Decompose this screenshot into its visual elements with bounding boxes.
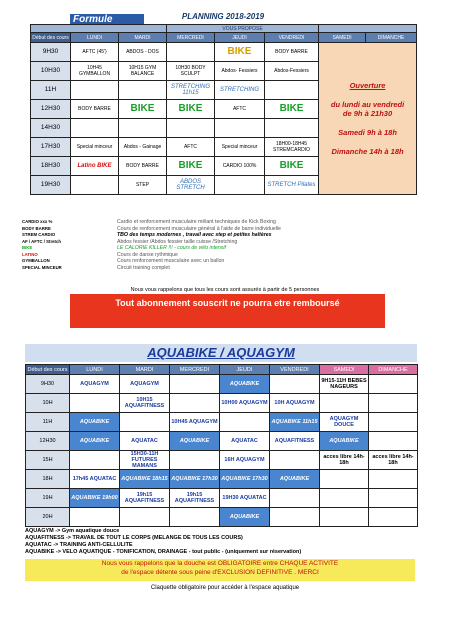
aqua-list-item: AQUAGYM -> Gym aquatique douce [25, 528, 120, 534]
aqua-course-cell: AQUAFITNESS [270, 432, 320, 451]
course-cell: BODY BARRE [71, 100, 119, 119]
course-cell [71, 119, 119, 138]
aqua-row [26, 413, 418, 432]
aqua-day-header-mardi: MARDI [120, 365, 170, 375]
time-cell: 10H30 [31, 62, 71, 81]
course-cell [167, 119, 215, 138]
aqua-course-cell [220, 413, 270, 432]
aqua-day-header-samedi: SAMEDI [320, 365, 369, 375]
aqua-list-item: AQUATAC -> TRAINING ANTI-CELLULITE [25, 542, 133, 548]
opening-title: Ouverture [349, 81, 386, 90]
legend-desc: TBO des temps modernes , travail avec step et petites haltères [117, 232, 272, 238]
aqua-course-cell [120, 413, 170, 432]
legend-desc: Abdos fessier /Abdos fessier taille cuisse /Stretching [117, 238, 238, 245]
aqua-row [26, 394, 418, 413]
aqua-course-cell: AQUAGYM [120, 375, 170, 394]
legend-key: GYMBALLON [22, 258, 50, 263]
course-cell: BODY BARRE [119, 157, 167, 176]
aqua-time-cell: 11H [26, 413, 70, 432]
course-cell: BIKE [119, 100, 167, 119]
no-refund-banner: Tout abonnement souscrit ne pourra etre remboursé [70, 294, 385, 328]
shower-notice [25, 559, 415, 581]
legend-row [22, 265, 432, 272]
legend-key: BODY BARRE [22, 225, 51, 231]
start-time-header: Début des cours [32, 34, 69, 41]
aqua-course-cell: AQUABIKE 19h00 [70, 489, 120, 508]
aqua-course-cell [369, 432, 418, 451]
course-cell: Special minceur [215, 138, 265, 157]
course-cell: 10H15 GYM BALANCE [119, 62, 167, 81]
course-cell: STRETCH Pilates [265, 176, 319, 195]
flip-flop-footer: Claquette obligatoire pour accéder à l'espace aquatique [150, 585, 300, 591]
aqua-time-cell: 18H [26, 470, 70, 489]
aqua-course-cell: AQUAGYM DOUCE [320, 413, 369, 432]
aqua-course-cell [369, 375, 418, 394]
aqua-course-cell [170, 508, 220, 527]
legend-desc: Circuit training complet [117, 264, 170, 271]
aqua-course-cell: 10H45 AQUAGYM [170, 413, 220, 432]
aqua-course-cell [270, 508, 320, 527]
aqua-course-list [25, 528, 435, 556]
course-cell [265, 81, 319, 100]
course-cell: Abdos-Fessiers [265, 62, 319, 81]
planning-row [31, 43, 417, 62]
course-cell: BIKE [167, 100, 215, 119]
aqua-time-cell: 19H [26, 489, 70, 508]
aqua-row [26, 432, 418, 451]
legend-key: STREM CARDIO [22, 232, 56, 237]
aqua-start-time-header: Début des cours [27, 366, 68, 373]
legend-desc: Cours renforcement musculaire avec un ballon [117, 258, 225, 264]
aqua-course-cell: AQUATAC [220, 432, 270, 451]
aqua-day-header-mercredi: MERCREDI [170, 365, 220, 375]
course-legend [22, 219, 432, 271]
legend-key: SPECIAL MINCEUR [22, 264, 62, 270]
course-cell [215, 176, 265, 195]
gym-planning-table [30, 24, 417, 195]
day-header-mardi: MARDI [119, 33, 167, 43]
aqua-course-cell: AQUABIKE [270, 470, 320, 489]
course-cell: Abdos- Fessiers [215, 62, 265, 81]
aqua-course-cell: 19h15 AQUAFITNESS [120, 489, 170, 508]
aqua-course-cell: 10H15 AQUAFITNESS [120, 394, 170, 413]
aqua-course-cell: AQUABIKE [220, 375, 270, 394]
course-cell: BIKE [265, 100, 319, 119]
aqua-time-cell: 9H30 [26, 375, 70, 394]
day-header-mercredi: MERCREDI [167, 33, 215, 43]
aqua-course-cell: AQUABIKE [70, 432, 120, 451]
opening-line2: de 9h à 21h30 [342, 109, 393, 118]
course-cell: Latino BIKE [71, 157, 119, 176]
aqua-course-cell: AQUABIKE [70, 413, 120, 432]
aqua-course-cell [320, 394, 369, 413]
aqua-course-cell [270, 489, 320, 508]
course-cell: BIKE [215, 43, 265, 62]
time-cell: 14H30 [31, 119, 71, 138]
aqua-course-cell [369, 489, 418, 508]
course-cell: ABDOS STRETCH [167, 176, 215, 195]
aqua-course-cell: acces libre 14h-18h [320, 451, 369, 470]
time-cell: 17H30 [31, 138, 71, 157]
legend-desc: Cours de renforcement musculaire général à l'aide de barre individuelle [117, 225, 281, 232]
day-header-samedi: SAMEDI [319, 33, 366, 43]
day-header-lundi: LUNDI [71, 33, 119, 43]
aqua-time-cell: 15H [26, 451, 70, 470]
aqua-course-cell [320, 489, 369, 508]
aqua-row [26, 375, 418, 394]
opening-line1: du lundi au vendredi [330, 100, 405, 109]
legend-key: LATINO [22, 251, 38, 257]
aqua-course-cell [70, 508, 120, 527]
course-cell: BODY BARRE [265, 43, 319, 62]
aqua-day-header-vendredi: VENDREDI [270, 365, 320, 375]
aqua-course-cell [170, 375, 220, 394]
legend-key: BIKE [22, 245, 33, 250]
aqua-row [26, 470, 418, 489]
aqua-course-cell: AQUAGYM [70, 375, 120, 394]
day-header-dimanche: DIMANCHE [366, 33, 417, 43]
time-cell: 11H [31, 81, 71, 100]
aqua-course-cell: AQUATAC [120, 432, 170, 451]
course-cell: 10H45 GYMBALLON [71, 62, 119, 81]
aqua-time-cell: 12H30 [26, 432, 70, 451]
course-cell: AFTC [167, 138, 215, 157]
day-header-jeudi: JEUDI [215, 33, 265, 43]
course-cell: 10H30 BODY SCULPT [167, 62, 215, 81]
legend-desc: Cours de danse rythmique [117, 251, 178, 258]
course-cell: Special minceur [71, 138, 119, 157]
aqua-day-header-jeudi: JEUDI [220, 365, 270, 375]
time-cell: 19H30 [31, 176, 71, 195]
aqua-list-item: AQUABIKE -> VELO AQUATIQUE - TONIFICATION, DRAINAGE - tout public - (uniquement sur réservation) [25, 549, 302, 555]
aqua-title: AQUABIKE / AQUAGYM [25, 344, 417, 362]
course-cell [71, 176, 119, 195]
legend-desc: Cardio et renforcement musculaire mêlant techniques de Kick Boxing [117, 219, 276, 225]
aqua-row [26, 489, 418, 508]
day-header-vendredi: VENDREDI [265, 33, 319, 43]
legend-desc: LE CALORIE KILLER !!! - cours de vélo intensif [117, 245, 226, 251]
aqua-list-item: AQUAFITNESS -> TRAVAIL DE TOUT LE CORPS (MELANGE DE TOUS LES COURS) [25, 535, 243, 541]
course-cell: BIKE [167, 157, 215, 176]
course-cell [71, 81, 119, 100]
course-cell: 18H00-18H45 STREMCARDIO [265, 138, 319, 157]
aqua-day-header-lundi: LUNDI [70, 365, 120, 375]
aqua-course-cell [170, 394, 220, 413]
aqua-course-cell: AQUABIKE [220, 508, 270, 527]
aqua-course-cell: 9H15-11H BEBES NAGEURS [320, 375, 369, 394]
aqua-course-cell [369, 508, 418, 527]
time-cell: 9H30 [31, 43, 71, 62]
course-cell: STEP [119, 176, 167, 195]
aqua-row [26, 508, 418, 527]
course-cell: Abdos - Gainage [119, 138, 167, 157]
opening-line4: Dimanche 14h à 18h [331, 147, 404, 156]
aqua-course-cell [70, 451, 120, 470]
course-cell [119, 81, 167, 100]
aqua-course-cell: 19h15 AQUAFITNESS [170, 489, 220, 508]
aqua-course-cell [320, 470, 369, 489]
aqua-course-cell [369, 394, 418, 413]
aqua-course-cell: AQUABIKE 18h15 [120, 470, 170, 489]
aqua-course-cell [270, 451, 320, 470]
aqua-course-cell: 19H30 AQUATAC [220, 489, 270, 508]
opening-line3: Samedi 9h à 18h [338, 128, 397, 137]
aqua-course-cell: AQUABIKE 11h15 [270, 413, 320, 432]
aqua-day-header-dimanche: DIMANCHE [369, 365, 418, 375]
time-cell: 18H30 [31, 157, 71, 176]
aqua-course-cell: 10H AQUAGYM [270, 394, 320, 413]
course-cell [167, 43, 215, 62]
aqua-course-cell [120, 508, 170, 527]
aqua-time-cell: 20H [26, 508, 70, 527]
aqua-course-cell: 15H30-11H FUTURES MAMANS [120, 451, 170, 470]
aqua-course-cell [369, 470, 418, 489]
min-people-reminder: Nous vous rappelons que tous les cours sont assurés à partir de 5 personnes [130, 287, 320, 293]
aqua-course-cell: 17h45 AQUATAC [70, 470, 120, 489]
course-cell: AFTC [215, 100, 265, 119]
aqua-planning-table [25, 364, 418, 527]
shower-notice-line1: Nous vous rappelons que la douche est OBLIGATOIRE entre CHAQUE ACTIVITE [101, 560, 339, 567]
aqua-course-cell [320, 508, 369, 527]
aqua-course-cell: AQUABIKE 17h30 [170, 470, 220, 489]
aqua-course-cell [70, 394, 120, 413]
course-cell [265, 119, 319, 138]
aqua-course-cell: AQUABIKE [170, 432, 220, 451]
course-cell [215, 119, 265, 138]
course-cell: BIKE [265, 157, 319, 176]
time-cell: 12H30 [31, 100, 71, 119]
aqua-course-cell: 16H AQUAGYM [220, 451, 270, 470]
course-cell [119, 119, 167, 138]
aqua-course-cell: AQUABIKE 17h30 [220, 470, 270, 489]
course-cell: STRETCHING [215, 81, 265, 100]
legend-key: AF / AFTC / Stretch [22, 238, 61, 244]
planning-subtitle: VOUS PROPOSE [167, 25, 319, 33]
aqua-course-cell: acces libre 14h-18h [369, 451, 418, 470]
shower-notice-line2: de l'espace détente sous peine d'EXCLUSION DEFINITIVE . MERCI [121, 569, 319, 576]
aqua-course-cell [170, 451, 220, 470]
course-cell: AFTC (45') [71, 43, 119, 62]
course-cell: CARDIO 100% [215, 157, 265, 176]
legend-key: CARDIO xxx % [22, 219, 53, 224]
course-cell: STRETCHING 11h15 [167, 81, 215, 100]
opening-hours-cell [319, 43, 417, 195]
aqua-row [26, 451, 418, 470]
planning-title: PLANNING 2018-2019 [30, 10, 416, 24]
aqua-course-cell [270, 375, 320, 394]
logo-main: Formule [73, 14, 113, 25]
aqua-course-cell [369, 413, 418, 432]
aqua-course-cell: 10H00 AQUAGYM [220, 394, 270, 413]
course-cell: ABDOS - DOS [119, 43, 167, 62]
aqua-course-cell: AQUABIKE [320, 432, 369, 451]
aqua-time-cell: 10H [26, 394, 70, 413]
